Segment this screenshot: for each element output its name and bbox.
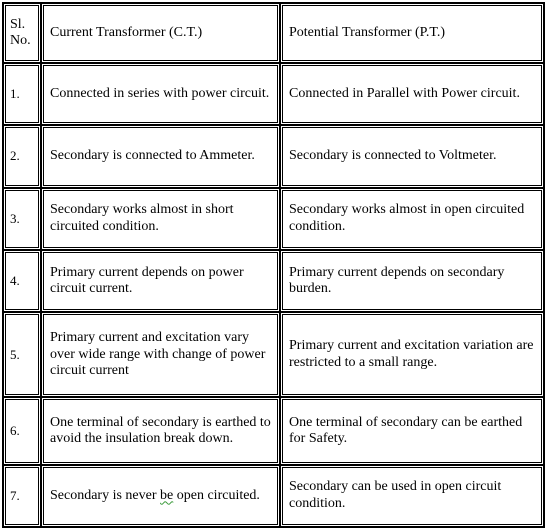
ct-cell: Primary current depends on power circuit current. [41, 250, 280, 312]
table-row [3, 125, 544, 187]
ct-cell: Secondary works almost in short circuited condition. [41, 188, 280, 250]
spellcheck-marked-word: be [160, 487, 174, 503]
pt-cell: Secondary can be used in open circuit condition. [280, 465, 544, 527]
ct-cell: Primary current and excitation vary over wide range with change of power circuit current [41, 312, 280, 397]
header-potential-transformer: Potential Transformer (P.T.) [280, 3, 544, 63]
row-number: 5. [3, 312, 41, 397]
row-number: 4. [3, 250, 41, 312]
comparison-table [2, 2, 545, 528]
pt-cell: Primary current and excitation variation are restricted to a small range. [280, 312, 544, 397]
table-row [3, 63, 544, 125]
ct-cell: Secondary is connected to Ammeter. [41, 125, 280, 187]
table-header-row [3, 3, 544, 63]
table-row [3, 188, 544, 250]
ct-text-before: Secondary is never [50, 487, 161, 503]
row-number: 1. [3, 63, 41, 125]
pt-cell: Secondary is connected to Voltmeter. [280, 125, 544, 187]
table-row [3, 250, 544, 312]
ct-cell [41, 465, 280, 527]
table-row [3, 397, 544, 464]
row-number: 3. [3, 188, 41, 250]
table-row [3, 312, 544, 397]
header-sl-no: Sl. No. [3, 3, 41, 63]
header-current-transformer: Current Transformer (C.T.) [41, 3, 280, 63]
row-number: 7. [3, 465, 41, 527]
pt-cell: Primary current depends on secondary burden. [280, 250, 544, 312]
ct-text-after: open circuited. [173, 487, 260, 503]
row-number: 6. [3, 397, 41, 464]
ct-cell: One terminal of secondary is earthed to avoid the insulation break down. [41, 397, 280, 464]
pt-cell: Connected in Parallel with Power circuit. [280, 63, 544, 125]
row-number: 2. [3, 125, 41, 187]
table-row [3, 465, 544, 527]
ct-cell: Connected in series with power circuit. [41, 63, 280, 125]
pt-cell: Secondary works almost in open circuited condition. [280, 188, 544, 250]
pt-cell: One terminal of secondary can be earthed for Safety. [280, 397, 544, 464]
